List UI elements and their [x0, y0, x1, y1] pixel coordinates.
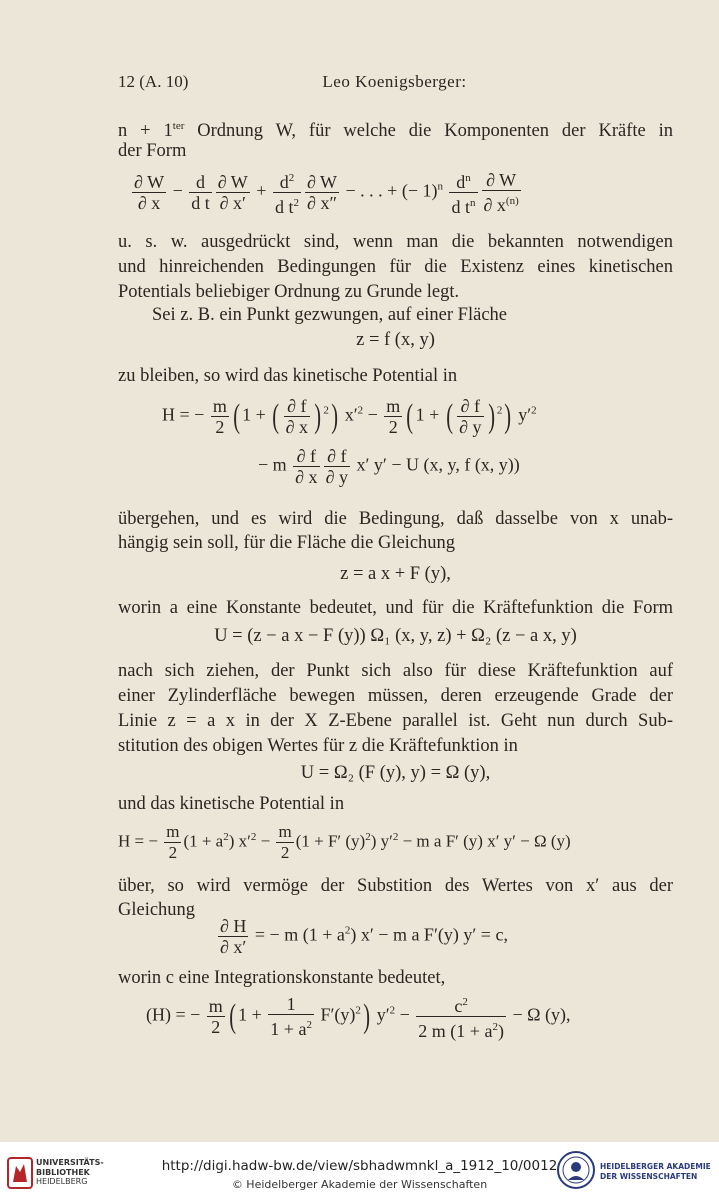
- equation-potential-2: − m $\frac{\partial f}{\partial x}$ $\frac{\partial f}{\partial y}$ x′ y′ − U (x, y, f (x, y)): [258, 446, 520, 487]
- text-line: worin a eine Konstante bedeutet, und für die Kräftefunktion die Form: [118, 598, 673, 618]
- equation-potential-cylinder: H = − $\frac{m}{2}$ $(1 + a^2)$ $x'^2$ − $\frac{m}{2}$ (1 + F′ $(y)^2$) $y'^2 - m$ a F′ (y) x′ y′ − Ω (y): [118, 822, 571, 862]
- permalink-url[interactable]: http://digi.hadw-bw.de/view/sbhadwmnkl_a_1912_10/0012: [161, 1158, 558, 1174]
- text-line: Linie z = a x in der X Z-Ebene parallel ist. Geht nun durch Sub-: [118, 711, 673, 731]
- equation-cylinder: z = a x + F (y),: [340, 564, 451, 584]
- text-line: übergehen, und es wird die Bedingung, daß dasselbe von x unab-: [118, 509, 673, 529]
- academy-seal-logo[interactable]: [556, 1150, 596, 1190]
- equation-force-function-2: U = Ω₂ (F (y), y) = Ω (y),: [300, 763, 491, 783]
- equation-momentum: $\frac{\partial H}{\partial x'}$ = − m $(1 + a^2)$ x′ − m a F′(y) y′ = c,: [220, 916, 508, 957]
- running-title: Leo Koenigsberger:: [322, 72, 467, 91]
- text-line: und das kinetische Potential in: [118, 794, 345, 814]
- copyright-notice: © Heidelberger Akademie der Wissenschaften: [231, 1178, 488, 1191]
- text-line: Sei z. B. ein Punkt gezwungen, auf einer Fläche: [152, 305, 507, 325]
- text-line: u. s. w. ausgedrückt sind, wenn man die bekannten notwendigen: [118, 232, 673, 252]
- academy-seal-icon: [556, 1150, 596, 1190]
- text-line: Potentials beliebiger Ordnung zu Grunde legt.: [118, 282, 460, 302]
- text-line: nach sich ziehen, der Punkt sich also für diese Kräftefunktion auf: [118, 661, 673, 681]
- equation-surface: z = f (x, y): [356, 330, 435, 350]
- equation-force-function: U = (z − a x − F (y)) Ω₁ (x, y, z) + Ω₂ (z − a x, y): [214, 626, 577, 646]
- text-line: über, so wird vermöge der Substition des Wertes von x′ aus der: [118, 876, 673, 896]
- page-number: 12 (A. 10): [118, 72, 189, 91]
- text-line: und hinreichenden Bedingungen für die Existenz eines kinetischen: [118, 257, 673, 277]
- viewer-footer: [0, 1142, 719, 1200]
- text-line: Gleichung: [118, 900, 196, 920]
- academy-name: HEIDELBERGER AKADEMIE DER WISSENSCHAFTEN: [600, 1162, 711, 1181]
- text-line: $n + 1^{ter}$ Ordnung W, für welche die Komponenten der Kräfte in: [118, 120, 674, 142]
- page-header: [118, 72, 671, 96]
- text-line: der Form: [118, 141, 187, 161]
- text-line: stitution des obigen Wertes für z die Kräftefunktion in: [118, 736, 518, 756]
- university-library-name: UNIVERSITÄTS- BIBLIOTHEK HEIDELBERG: [36, 1158, 104, 1186]
- text-line: worin c eine Integrationskonstante bedeutet,: [118, 968, 446, 988]
- equation-series: $\frac{\partial W}{\partial x}$ − $\frac{d}{\text{d t}}$ $\frac{\partial W}{\partial x'}$ + $\frac{d^2}{d t^2}$ $\frac{\partial W}{\partial x''}$ − . . . + (− 1)$^n$ $\frac{d^n}{d t^n}$ $\frac{\partial W}{\partial x^{(n)}}$: [134, 170, 519, 217]
- equation-potential-1: H = − $\frac{m}{2}$ ( 1 + ( $\frac{\partial f}{\partial x}$ ) $^2$) $x'^2$ − $\frac{m}{2}$ ( 1 + ( $\frac{\partial f}{\partial y}$ ) $^2$) $y'^2$: [162, 396, 537, 437]
- text-line: zu bleiben, so wird das kinetische Potential in: [118, 366, 458, 386]
- equation-reduced-potential: (H) = − $\frac{m}{2}$ ( 1 + $\frac{1}{1 + a^2}$ $F'(y)^2$) $y'^2$ − $\frac{c^2}{2 m (1 + a^2)}$ − Ω (y),: [146, 994, 571, 1041]
- text-line: einer Zylinderfläche bewegen müssen, deren erzeugende Grade der: [118, 686, 673, 706]
- text-line: hängig sein soll, für die Fläche die Gleichung: [118, 533, 456, 553]
